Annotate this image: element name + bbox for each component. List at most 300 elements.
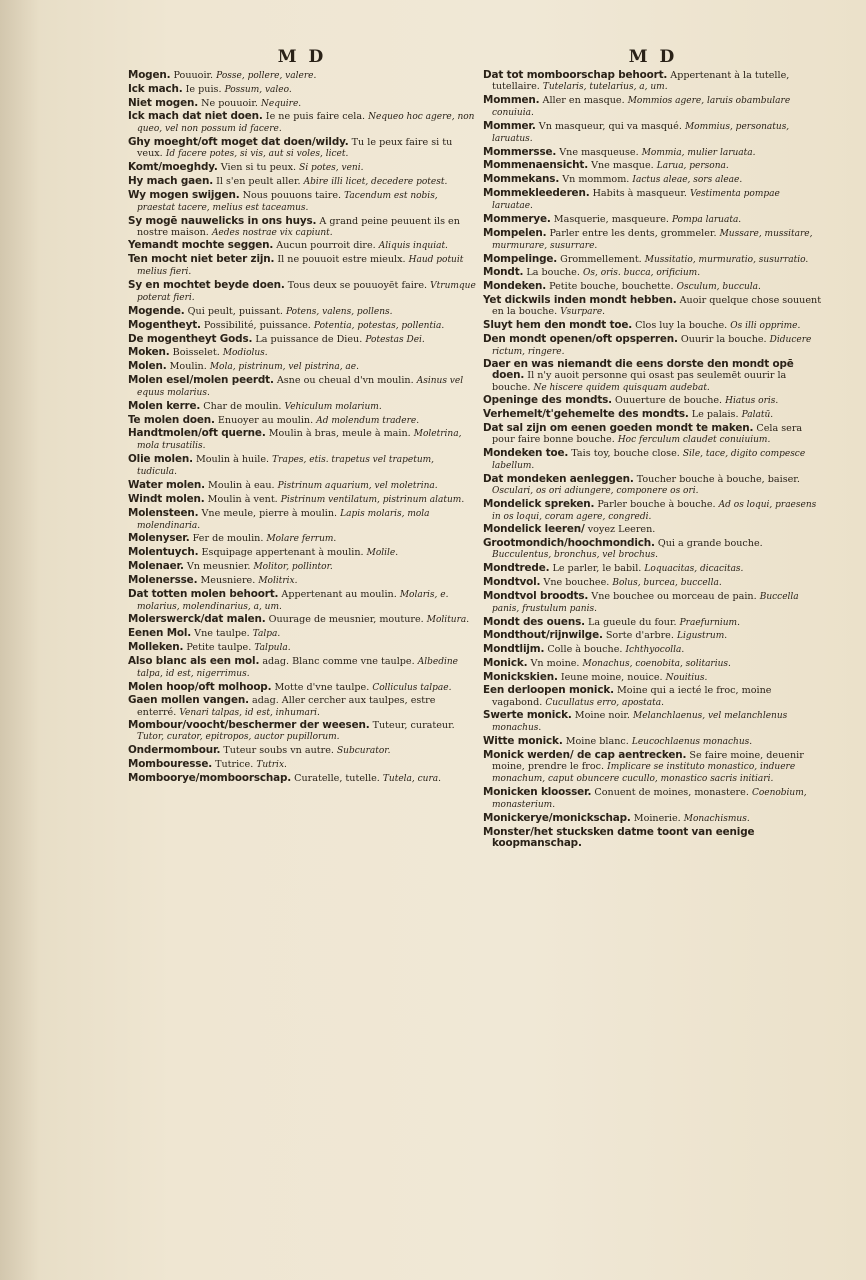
- entry-latin: Colliculus talpae.: [372, 682, 452, 693]
- dictionary-entry: [128, 494, 476, 506]
- entry-latin: Aliquis inquiat.: [378, 241, 448, 252]
- entry-latin: Palatū.: [741, 410, 774, 421]
- dictionary-entry: [483, 813, 823, 825]
- entry-headword: Mompelen.: [483, 226, 547, 239]
- entry-headword: Mondtvol broodts.: [483, 589, 589, 602]
- dictionary-entry: [483, 630, 823, 642]
- entry-french: Qui a grande bouche.: [657, 538, 763, 550]
- dictionary-entry: [128, 745, 476, 757]
- entry-french: Boisselet.: [172, 347, 220, 359]
- dictionary-entry: [483, 228, 823, 252]
- entry-latin: Si potes, veni.: [299, 163, 364, 174]
- page-fold-shadow: [0, 0, 40, 1280]
- entry-french: Appertenant au moulin.: [281, 588, 397, 600]
- entry-french: Moulin.: [169, 361, 207, 373]
- entry-french: Vne masqueuse.: [559, 146, 639, 158]
- entry-french: Fer de moulin.: [192, 533, 264, 545]
- entry-headword: Grootmondich/hoochmondich.: [483, 537, 655, 550]
- dictionary-entry: [483, 474, 823, 497]
- dictionary-entry: [128, 176, 476, 188]
- entry-headword: Eenen Mol.: [128, 627, 192, 640]
- entry-french: Le parler, le babil.: [552, 563, 642, 575]
- entry-latin: Tutelaris, tutelarius, a, um.: [542, 82, 668, 93]
- entry-latin: Vsurpare.: [560, 306, 606, 317]
- entry-french: Vne taulpe.: [194, 628, 250, 640]
- entry-headword: Also blanc als een mol.: [128, 654, 260, 667]
- dictionary-entry: [483, 658, 823, 670]
- entry-french: Moulin à vent.: [207, 493, 278, 505]
- entry-headword: Mondeken toe.: [483, 446, 569, 459]
- entry-french: Ie ne puis faire cela.: [265, 111, 366, 123]
- entry-latin: Id facere potes, si vis, aut si voles, licet.: [165, 149, 349, 160]
- entry-headword: Molen.: [128, 360, 167, 373]
- entry-french: Qui peult, puissant.: [187, 305, 283, 317]
- entry-latin: Leucochlaenus monachus.: [631, 737, 753, 748]
- dictionary-entry: [128, 759, 476, 771]
- entry-headword: Mombour/voocht/beschermer der weesen.: [128, 719, 370, 732]
- dictionary-entry: [128, 720, 476, 743]
- dictionary-entry: [483, 563, 823, 575]
- entry-headword: Mombouresse.: [128, 758, 213, 770]
- entry-latin: Iactus aleae, sors aleae.: [632, 175, 743, 186]
- dictionary-entry: [483, 736, 823, 748]
- entry-headword: Ondermombour.: [128, 744, 221, 757]
- entry-french: Aucun pourroit dire.: [276, 240, 376, 252]
- entry-latin: Mommios agere, laruis obambulare conuiuia.: [492, 95, 791, 118]
- entry-headword: Dat tot momboorschap behoort.: [483, 69, 668, 81]
- entry-french: Petite bouche, bouchette.: [549, 281, 674, 293]
- entry-french: Vn moine.: [530, 657, 580, 669]
- entry-french: La gueule du four.: [587, 616, 677, 628]
- entry-french: Vne bouchee.: [543, 576, 610, 588]
- dictionary-entry: [128, 162, 476, 174]
- dictionary-entry: [128, 84, 476, 96]
- entry-latin: Potestas Dei.: [365, 334, 425, 345]
- entry-headword: Molensteen.: [128, 506, 199, 519]
- entry-french: Grommellement.: [560, 253, 642, 265]
- entry-french: Vn mommom.: [562, 174, 630, 186]
- entry-latin: Cucullatus erro, apostata.: [545, 697, 664, 708]
- entry-latin: Larua, persona.: [656, 161, 729, 172]
- dictionary-entry: [128, 480, 476, 492]
- entry-french: Asne ou cheual d'vn moulin.: [276, 374, 414, 386]
- entry-headword: Yet dickwils inden mondt hebben.: [483, 293, 677, 306]
- entry-french: Conuent de moines, monastere.: [594, 786, 749, 798]
- entry-latin: Molare ferrum.: [266, 534, 337, 545]
- dictionary-entry: [483, 750, 823, 785]
- entry-headword: Mommerye.: [483, 212, 551, 225]
- dictionary-entry: [483, 188, 823, 212]
- entry-french: Ieune moine, nouice.: [560, 671, 663, 683]
- dictionary-entry: [483, 577, 823, 589]
- entry-latin: Diducere rictum, ringere.: [492, 334, 812, 357]
- dictionary-entry: [128, 216, 476, 239]
- entry-latin: Pistrinum aquarium, vel moletrina.: [277, 481, 438, 492]
- entry-headword: Molen hoop/oft molhoop.: [128, 680, 272, 693]
- dictionary-entry: [128, 70, 476, 82]
- dictionary-entry: [483, 448, 823, 472]
- entry-latin: Pistrinum ventilatum, pistrinum alatum.: [280, 494, 465, 505]
- entry-french: Auoir quelque chose souuent en la bouche.: [492, 294, 822, 317]
- entry-french: Vne meule, pierre à moulin.: [201, 507, 338, 519]
- entry-headword: Monickskien.: [483, 670, 558, 683]
- dictionary-entry: [128, 628, 476, 640]
- entry-french: Curatelle, tutelle.: [294, 772, 380, 784]
- entry-latin: Venari talpas, id est, inhumari.: [179, 707, 320, 718]
- entry-french: Ouurage de meusnier, mouture.: [268, 614, 424, 626]
- entry-french: Tuteur soubs vn autre.: [223, 745, 334, 757]
- entry-latin: Vtrumque poterat fieri.: [137, 281, 476, 304]
- entry-french: Tais toy, bouche close.: [571, 447, 680, 459]
- entry-latin: Loquacitas, dicacitas.: [644, 564, 744, 575]
- entry-headword: Monick werden/ de cap aentrecken.: [483, 748, 687, 761]
- left-column: [128, 46, 476, 787]
- entry-headword: Handtmolen/oft querne.: [128, 427, 266, 440]
- left-entry-list: [128, 70, 476, 785]
- entry-latin: Ad molendum tradere.: [316, 415, 420, 426]
- entry-latin: Subcurator.: [337, 746, 391, 757]
- entry-french: Vien si tu peux.: [220, 162, 297, 174]
- dictionary-entry: [128, 656, 476, 680]
- entry-headword: Sy en mochtet beyde doen.: [128, 279, 285, 292]
- entry-latin: Molaris, e. molarius, molendinarius, a, um.: [137, 589, 449, 612]
- entry-latin: Mussare, mussitare, murmurare, susurrare.: [492, 228, 813, 251]
- entry-headword: De mogentheyt Gods.: [128, 332, 253, 345]
- entry-headword: Dat mondeken aenleggen.: [483, 472, 634, 485]
- entry-headword: Mondtvol.: [483, 575, 541, 588]
- dictionary-entry: [128, 415, 476, 427]
- entry-latin: Buccella panis, frustulum panis.: [492, 591, 799, 614]
- entry-latin: Nequire.: [261, 98, 302, 109]
- entry-headword: Monickerye/monickschap.: [483, 811, 631, 824]
- entry-latin: Praefurnium.: [679, 617, 740, 628]
- dictionary-entry: [483, 281, 823, 293]
- entry-french: Parler bouche à bouche.: [597, 498, 716, 510]
- entry-headword: Mogende.: [128, 304, 185, 317]
- entry-headword: Sy mogē nauwelicks in ons huys.: [128, 214, 317, 227]
- dictionary-entry: [128, 575, 476, 587]
- entry-headword: Verhemelt/t'gehemelte des mondts.: [483, 408, 689, 421]
- entry-latin: Talpula.: [254, 643, 291, 654]
- entry-headword: Mondeken.: [483, 280, 547, 293]
- entry-latin: Melanchlaenus, vel melanchlenus monachus.: [492, 711, 788, 734]
- dictionary-entry: [483, 359, 823, 393]
- entry-latin: Molitor, pollintor.: [253, 562, 333, 573]
- dictionary-entry: [483, 160, 823, 172]
- dictionary-entry: [128, 428, 476, 452]
- entry-headword: Te molen doen.: [128, 413, 215, 426]
- dictionary-entry: [483, 254, 823, 266]
- entry-headword: Mondt.: [483, 266, 524, 279]
- entry-headword: Monicken kloosser.: [483, 785, 592, 798]
- dictionary-entry: [483, 524, 823, 536]
- entry-headword: Daer en was niemandt die eens dorste den mondt opē doen.: [483, 358, 794, 382]
- entry-french: A grand peine peuuent ils en nostre maison.: [137, 215, 460, 238]
- entry-latin: Vehiculum molarium.: [284, 401, 382, 412]
- entry-french: Nous pouuons taire.: [242, 189, 342, 201]
- dictionary-entry: [128, 361, 476, 373]
- dictionary-entry: [483, 591, 823, 615]
- entry-french: Le palais.: [691, 409, 739, 421]
- entry-french: Cela sera pour faire bonne bouche.: [492, 422, 803, 445]
- entry-french: Vn meusnier.: [186, 561, 251, 573]
- dictionary-entry: [483, 295, 823, 318]
- dictionary-entry: [128, 589, 476, 613]
- entry-latin: Osculum, buccula.: [676, 282, 761, 293]
- entry-french: Parler entre les dents, grommeler.: [549, 227, 717, 239]
- entry-headword: Yemandt mochte seggen.: [128, 239, 274, 252]
- entry-latin: Potens, valens, pollens.: [285, 306, 393, 317]
- entry-french: Il n'y auoit personne qui osast pas seulemēt ouurir la bouche.: [492, 370, 787, 393]
- entry-latin: Os, oris. bucca, orificium.: [582, 268, 701, 279]
- entry-latin: Mola, pistrinum, vel pistrina, ae.: [209, 362, 359, 373]
- dictionary-entry: [483, 644, 823, 656]
- entry-headword: Ghy moeght/oft moget dat doen/wildy.: [128, 136, 349, 149]
- entry-headword: Mondtlijm.: [483, 643, 545, 656]
- entry-latin: Tutela, cura.: [382, 773, 441, 784]
- entry-latin: Monachus, coenobita, solitarius.: [582, 658, 731, 669]
- dictionary-entry: [128, 190, 476, 214]
- dictionary-entry: [483, 320, 823, 332]
- dictionary-entry: [483, 121, 823, 145]
- dictionary-entry: [128, 508, 476, 532]
- entry-french: Possibilité, puissance.: [203, 319, 311, 331]
- entry-latin: Talpa.: [252, 629, 281, 640]
- entry-latin: Molile.: [366, 548, 399, 559]
- dictionary-entry: [128, 240, 476, 252]
- dictionary-entry: [128, 347, 476, 359]
- entry-latin: Mommia, mulier laruata.: [641, 147, 756, 158]
- entry-headword: Molenyser.: [128, 532, 190, 545]
- entry-latin: Ichthyocolla.: [625, 645, 685, 656]
- entry-headword: Mommer.: [483, 119, 536, 132]
- right-running-header: M D: [628, 47, 678, 67]
- dictionary-entry: [483, 617, 823, 629]
- entry-french: Habits à masqueur.: [592, 187, 687, 199]
- entry-french: Il ne pouuoit estre mieulx.: [277, 254, 406, 266]
- dictionary-entry: [483, 214, 823, 226]
- entry-headword: Molen kerre.: [128, 399, 201, 412]
- entry-headword: Gaen mollen vangen.: [128, 694, 249, 707]
- entry-headword: Ick mach dat niet doen.: [128, 110, 263, 123]
- entry-headword: Mommersse.: [483, 145, 557, 158]
- entry-latin: Osculari, os ori adiungere, componere os ori.: [492, 485, 699, 496]
- entry-latin: Molitrix.: [258, 575, 298, 586]
- entry-headword: Mommekans.: [483, 173, 560, 186]
- dictionary-entry: [483, 827, 823, 850]
- entry-french: Char de moulin.: [203, 400, 282, 412]
- entry-latin: Vestimenta pompae laruatae.: [492, 188, 780, 212]
- entry-headword: Mondtrede.: [483, 562, 550, 575]
- dictionary-entry: [483, 672, 823, 684]
- entry-french: La puissance de Dieu.: [255, 333, 363, 345]
- entry-french: Ouuerture de bouche.: [615, 395, 723, 407]
- entry-latin: Potentia, potestas, pollentia.: [313, 320, 445, 331]
- entry-headword: Sluyt hem den mondt toe.: [483, 318, 633, 331]
- entry-headword: Momboorye/momboorschap.: [128, 771, 292, 784]
- entry-latin: Tutor, curator, epitropos, auctor pupillorum.: [137, 732, 340, 743]
- dictionary-entry: [128, 614, 476, 626]
- entry-french: Moine qui a iecté le froc, moine vagabond.: [492, 685, 772, 708]
- entry-headword: Molentuych.: [128, 546, 199, 559]
- entry-french: Moulin à huile.: [195, 454, 270, 466]
- entry-headword: Mompelinge.: [483, 252, 558, 265]
- entry-headword: Mondelick spreken.: [483, 497, 595, 510]
- entry-headword: Windt molen.: [128, 492, 205, 505]
- dictionary-entry: [483, 95, 823, 119]
- dictionary-entry: [483, 499, 823, 523]
- entry-headword: Mondelick leeren/: [483, 523, 585, 536]
- entry-latin: Coenobium, monasterium.: [492, 787, 807, 810]
- entry-latin: Moletrina, mola trusatilis.: [137, 429, 462, 452]
- entry-headword: Molenaer.: [128, 560, 184, 573]
- entry-french: Clos luy la bouche.: [635, 319, 728, 331]
- dictionary-entry: [128, 306, 476, 318]
- entry-headword: Monster/het stucksken datme toont van eenige koopmanschap.: [483, 825, 755, 849]
- dictionary-entry: [128, 454, 476, 478]
- dictionary-entry: [483, 710, 823, 734]
- entry-headword: Mondthout/rijnwilge.: [483, 629, 603, 642]
- entry-headword: Komt/moeghdy.: [128, 161, 218, 174]
- dictionary-entry: [483, 409, 823, 421]
- entry-latin: Abire illi licet, decedere potest.: [303, 176, 448, 187]
- dictionary-entry: [128, 642, 476, 654]
- entry-french: Esquipage appertenant à moulin.: [201, 547, 364, 559]
- entry-latin: Hiatus oris.: [725, 396, 779, 407]
- dictionary-entry: [128, 547, 476, 559]
- entry-latin: Bolus, burcea, buccella.: [612, 577, 722, 588]
- entry-french: Aller en masque.: [542, 94, 625, 106]
- entry-french: Tuteur, curateur.: [372, 720, 455, 732]
- entry-headword: Monick.: [483, 656, 528, 669]
- dictionary-entry: [128, 137, 476, 160]
- entry-french: Moulin à eau.: [208, 480, 275, 492]
- entry-headword: Den mondt openen/oft opsperren.: [483, 332, 678, 345]
- entry-latin: Bucculentus, bronchus, vel brochus.: [492, 550, 659, 561]
- entry-latin: Ad os loqui, praesens in os loqui, coram agere, congredi.: [492, 499, 817, 522]
- entry-latin: Implicare se instituto monastico, induere monachum, caput obuncere cucullo, monastico sacris initiari.: [492, 762, 796, 785]
- dictionary-entry: [128, 320, 476, 332]
- dictionary-entry: [483, 174, 823, 186]
- right-column: [483, 46, 823, 851]
- entry-latin: Trapes, etis. trapetus vel trapetum, tudicula.: [137, 455, 435, 478]
- entry-latin: Mommius, personatus, laruatus.: [492, 121, 790, 144]
- entry-french: Vn masqueur, qui va masqué.: [538, 120, 682, 132]
- entry-french: adag. Aller cercher aux taulpes, estre enterré.: [137, 695, 436, 718]
- dictionary-entry: [128, 280, 476, 304]
- entry-headword: Water molen.: [128, 479, 205, 492]
- entry-french: Tutrice.: [215, 759, 254, 770]
- dictionary-entry: [128, 98, 476, 110]
- entry-latin: Pompa laruata.: [671, 214, 742, 225]
- entry-headword: Mommekleederen.: [483, 186, 590, 199]
- entry-french: Pouuoir.: [173, 70, 214, 81]
- entry-french: Moine blanc.: [565, 736, 629, 748]
- dictionary-entry: [483, 395, 823, 407]
- entry-french: Sorte d'arbre.: [605, 630, 674, 642]
- dictionary-entry: [128, 401, 476, 413]
- entry-headword: Mondt des ouens.: [483, 615, 585, 628]
- right-entry-list: [483, 70, 823, 850]
- entry-latin: Haud potuit melius fieri.: [137, 255, 464, 278]
- entry-latin: Tutrix.: [256, 760, 287, 770]
- entry-latin: Os illi opprime.: [730, 320, 801, 331]
- dictionary-entry: [128, 561, 476, 573]
- entry-headword: Olie molen.: [128, 453, 193, 466]
- entry-french: adag. Blanc comme vne taulpe.: [262, 655, 415, 667]
- entry-headword: Niet mogen.: [128, 96, 199, 109]
- dictionary-entry: [483, 787, 823, 811]
- entry-french: voyez Leeren.: [587, 524, 656, 536]
- entry-french: Ie puis.: [185, 83, 222, 95]
- entry-french: Se faire moine, deuenir moine, prendre le froc.: [492, 749, 804, 773]
- entry-headword: Molen esel/molen peerdt.: [128, 373, 274, 386]
- entry-latin: Albedine talpa, id est, nigerrimus.: [137, 656, 458, 679]
- dictionary-entry: [483, 423, 823, 446]
- entry-headword: Mommenaensicht.: [483, 159, 588, 172]
- entry-latin: Molitura.: [426, 615, 470, 626]
- entry-french: Moinerie.: [633, 812, 681, 824]
- dictionary-entry: [128, 254, 476, 278]
- entry-french: Appertenant à la tutelle, tutellaire.: [492, 70, 790, 93]
- entry-headword: Mogen.: [128, 69, 171, 81]
- left-running-header: M D: [277, 47, 327, 67]
- entry-latin: Asinus vel equus molarius.: [137, 375, 464, 398]
- entry-headword: Molleken.: [128, 641, 184, 654]
- entry-latin: Ligustrum.: [676, 631, 728, 642]
- entry-french: Masquerie, masqueure.: [553, 213, 669, 225]
- entry-french: Vne masque.: [591, 160, 654, 172]
- entry-headword: Moken.: [128, 346, 170, 359]
- entry-headword: Dat sal zijn om eenen goeden mondt te maken.: [483, 421, 754, 434]
- dictionary-entry: [483, 267, 823, 279]
- entry-headword: Wy mogen swijgen.: [128, 188, 240, 201]
- dictionary-entry: [128, 533, 476, 545]
- dictionary-entry: [128, 682, 476, 694]
- entry-french: Enuoyer au moulin.: [217, 414, 314, 426]
- entry-headword: Witte monick.: [483, 735, 563, 748]
- dictionary-entry: [483, 147, 823, 159]
- entry-headword: Ten mocht niet beter zijn.: [128, 253, 275, 266]
- entry-latin: Posse, pollere, valere.: [216, 71, 317, 81]
- dictionary-entry: [128, 334, 476, 346]
- entry-french: Toucher bouche à bouche, baiser.: [636, 473, 800, 485]
- entry-latin: Hoc ferculum claudet conuiuium.: [617, 435, 771, 445]
- entry-french: Moine noir.: [574, 710, 630, 722]
- dictionary-entry: [128, 773, 476, 785]
- entry-latin: Lapis molaris, mola molendinaria.: [137, 508, 430, 531]
- entry-french: La bouche.: [526, 267, 580, 279]
- entry-headword: Een derloopen monick.: [483, 684, 614, 697]
- entry-french: Petite taulpe.: [186, 642, 252, 654]
- entry-latin: Tacendum est nobis, praestat tacere, melius est taceamus.: [137, 190, 438, 213]
- entry-latin: Ne hiscere quidem quisquam audebat.: [533, 382, 710, 393]
- entry-headword: Hy mach gaen.: [128, 174, 213, 187]
- entry-headword: Ick mach.: [128, 82, 183, 95]
- entry-french: Tous deux se pouuoyēt faire.: [287, 280, 428, 292]
- entry-headword: Openinge des mondts.: [483, 394, 612, 407]
- entry-latin: Nouitius.: [665, 672, 708, 683]
- entry-french: Il s'en peult aller.: [216, 175, 301, 187]
- entry-french: Vne bouchee ou morceau de pain.: [591, 590, 757, 602]
- dictionary-entry: [483, 538, 823, 561]
- entry-latin: Modiolus.: [222, 348, 268, 359]
- entry-headword: Dat totten molen behoort.: [128, 587, 279, 600]
- dictionary-entry: [128, 111, 476, 135]
- dictionary-entry: [128, 375, 476, 399]
- entry-headword: Mommen.: [483, 93, 540, 106]
- dictionary-entry: [483, 685, 823, 708]
